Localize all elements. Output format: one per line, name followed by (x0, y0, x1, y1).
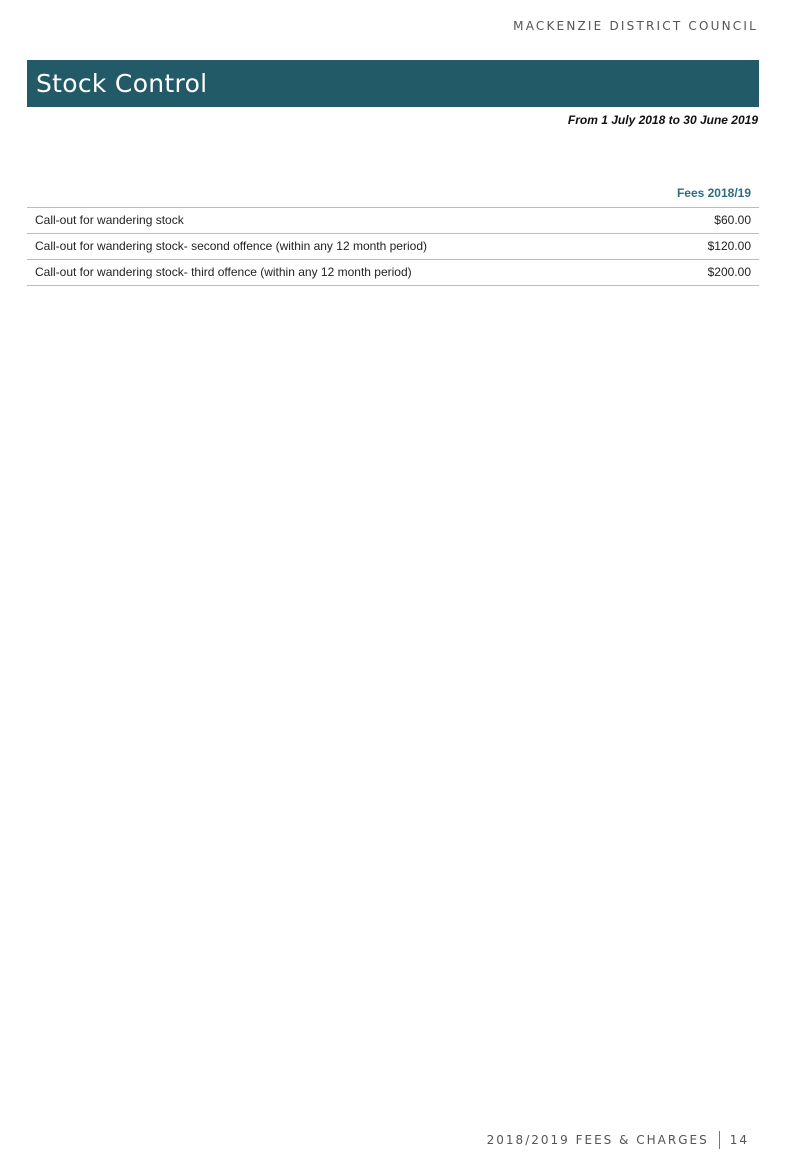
fee-description: Call-out for wandering stock (27, 208, 627, 234)
page-footer (487, 1131, 749, 1149)
fee-amount: $60.00 (627, 208, 759, 234)
table-row (27, 234, 759, 260)
footer-divider (719, 1131, 720, 1149)
column-header-fees: Fees 2018/19 (627, 181, 759, 208)
fees-table (27, 181, 759, 286)
table-row (27, 260, 759, 286)
fee-description: Call-out for wandering stock- second offence (within any 12 month period) (27, 234, 627, 260)
fee-amount: $120.00 (627, 234, 759, 260)
footer-document-title: 2018/2019 FEES & CHARGES (486, 1133, 709, 1147)
fee-description: Call-out for wandering stock- third offence (within any 12 month period) (27, 260, 627, 286)
section-title: Stock Control (36, 69, 208, 98)
section-title-bar (27, 60, 759, 107)
fee-period: From 1 July 2018 to 30 June 2019 (567, 113, 758, 127)
page-number: 14 (729, 1133, 749, 1147)
table-row (27, 208, 759, 234)
column-header-description (27, 181, 627, 208)
fee-amount: $200.00 (627, 260, 759, 286)
organization-name: MACKENZIE DISTRICT COUNCIL (513, 19, 758, 33)
table-header-row (27, 181, 759, 208)
